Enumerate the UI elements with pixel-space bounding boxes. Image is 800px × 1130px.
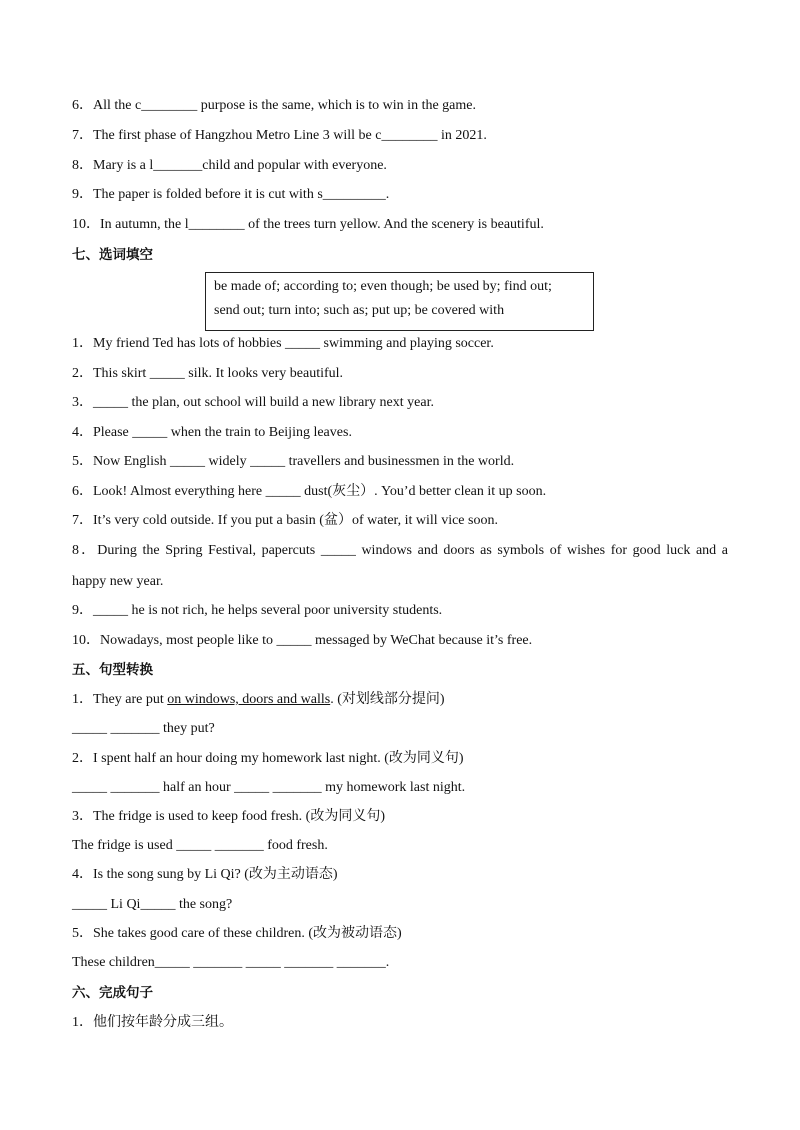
exercise-line: 8．Mary is a l_______child and popular with everyone. — [72, 158, 387, 173]
exercise-line: 2．I spent half an hour doing my homework last night. (改为同义句) — [72, 751, 464, 766]
section-heading-fill-in: 七、选词填空 — [72, 247, 153, 263]
exercise-line: 6．Look! Almost everything here _____ dust(灰尘）. You’d better clean it up soon. — [72, 484, 547, 499]
exercise-line: 8．During the Spring Festival, papercuts _____ windows and doors as symbols of wishes for good luck and a — [72, 543, 728, 558]
answer-line: The fridge is used _____ _______ food fresh. — [72, 838, 328, 853]
exercise-line: 7．The first phase of Hangzhou Metro Line 3 will be c________ in 2021. — [72, 128, 487, 143]
exercise-line: 3．The fridge is used to keep food fresh. (改为同义句) — [72, 809, 385, 824]
answer-line: _____ Li Qi_____ the song? — [72, 897, 233, 912]
question-prefix: 1．They are put — [72, 692, 168, 707]
exercise-line-continued: happy new year. — [72, 574, 164, 589]
exercise-line: 5．She takes good care of these children. (改为被动语态) — [72, 926, 402, 941]
exercise-line: 3．_____ the plan, out school will build a new library next year. — [72, 395, 434, 410]
underlined-phrase: on windows, doors and walls — [167, 692, 331, 707]
word-bank-box — [205, 272, 594, 331]
word-bank-line: be made of; according to; even though; be used by; find out; — [214, 279, 552, 294]
word-bank-line: send out; turn into; such as; put up; be covered with — [214, 303, 505, 318]
exercise-line: 6．All the c________ purpose is the same, which is to win in the game. — [72, 98, 476, 113]
section-heading-complete-sentences: 六、完成句子 — [72, 985, 153, 1001]
exercise-line — [72, 691, 445, 709]
exercise-line: 1．他们按年龄分成三组。 — [72, 1015, 233, 1030]
section-heading-sentence-transform: 五、句型转换 — [72, 662, 153, 678]
exercise-line: 10．Nowadays, most people like to _____ messaged by WeChat because it’s free. — [72, 633, 533, 648]
exercise-line: 4．Please _____ when the train to Beijing leaves. — [72, 425, 352, 440]
exercise-line: 1．My friend Ted has lots of hobbies _____ swimming and playing soccer. — [72, 336, 494, 351]
exercise-line: 9．_____ he is not rich, he helps several poor university students. — [72, 603, 443, 618]
answer-line: _____ _______ they put? — [72, 721, 215, 736]
exercise-line: 2．This skirt _____ silk. It looks very beautiful. — [72, 366, 344, 381]
answer-line: These children_____ _______ _____ _______ _______. — [72, 955, 390, 970]
exercise-line: 9．The paper is folded before it is cut with s_________. — [72, 187, 390, 202]
exercise-line: 10．In autumn, the l________ of the trees turn yellow. And the scenery is beautiful. — [72, 217, 544, 232]
answer-line: _____ _______ half an hour _____ _______ my homework last night. — [72, 780, 466, 795]
question-instruction: . (对划线部分提问) — [330, 692, 445, 707]
exercise-line: 7．It’s very cold outside. If you put a basin (盆）of water, it will vice soon. — [72, 513, 498, 528]
exercise-line: 4．Is the song sung by Li Qi? (改为主动语态) — [72, 867, 338, 882]
exercise-line: 5．Now English _____ widely _____ travellers and businessmen in the world. — [72, 454, 515, 469]
